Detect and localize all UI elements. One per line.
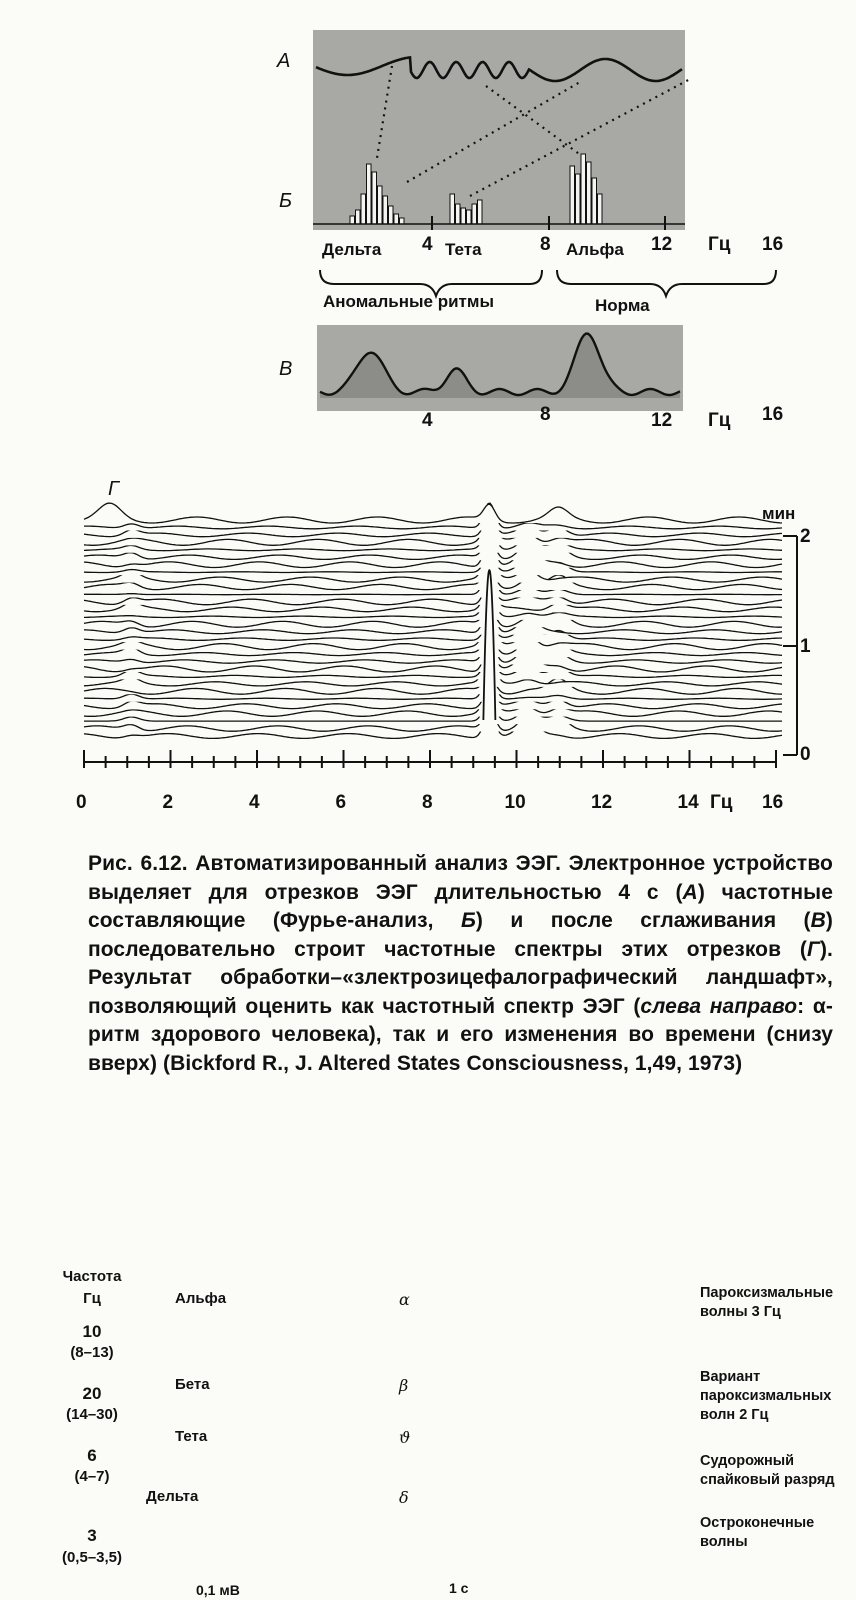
landscape-tick-label: 0 xyxy=(76,792,87,813)
alpha-range: (8–13) xyxy=(70,1344,114,1361)
abnormal-rhythms: Аномальные ритмы xyxy=(323,292,494,311)
fourier-bar xyxy=(456,204,461,224)
fourier-bar xyxy=(598,194,603,224)
caption-part: : α-ритм здорового человека), так и его изменения во времени (снизу вверх) (Bickford R., J. Altered States Consciousness, 1,49, 1973) xyxy=(88,994,833,1075)
caption-part: ) и после сглаживания ( xyxy=(475,909,811,932)
panel-a-label: А xyxy=(277,50,291,72)
scale-voltage: 0,1 мВ xyxy=(196,1582,240,1598)
caption-lead: Рис. 6.12. xyxy=(88,852,188,875)
normal-rhythms: Норма xyxy=(595,296,650,315)
alpha-name: Альфа xyxy=(175,1290,227,1307)
landscape-spectrum xyxy=(84,503,782,529)
label-paroxysmal-2hz: Вариант пароксизмальных волн 2 Гц xyxy=(700,1369,832,1423)
scale-time: 1 с xyxy=(449,1580,469,1596)
fourier-bar xyxy=(372,172,377,224)
v-tick-8: 8 xyxy=(540,404,551,425)
landscape-tick-label: 6 xyxy=(335,792,347,813)
unit-hz: Гц xyxy=(708,234,731,255)
fourier-bar xyxy=(581,154,586,224)
frequency-header: Частота Гц xyxy=(62,1268,122,1307)
fourier-bar xyxy=(361,194,366,224)
time-unit: мин xyxy=(762,504,796,523)
landscape-tick-label: 2 xyxy=(162,792,174,813)
caption-part: ) последовательно строит частотные спектры этих отрезков ( xyxy=(88,909,833,961)
fourier-bar xyxy=(383,196,388,224)
caption-part: ) частотные составляющие (Фурье-анализ, xyxy=(88,880,833,932)
fourier-bar xyxy=(592,178,597,224)
fourier-bar xyxy=(478,200,483,224)
delta-freq: 3 xyxy=(87,1526,97,1545)
v-unit-hz: Гц xyxy=(708,410,731,431)
fourier-bar xyxy=(356,210,361,224)
fourier-bar xyxy=(467,210,472,224)
theta-name: Тета xyxy=(175,1428,208,1445)
caption-ref-g: Г xyxy=(806,937,820,961)
fourier-bar xyxy=(472,204,477,224)
tick-8: 8 xyxy=(540,234,551,255)
fourier-bar xyxy=(378,186,383,224)
landscape-unit-hz: Гц xyxy=(710,792,733,813)
fourier-bar xyxy=(367,164,372,224)
caption-ref-v: В xyxy=(810,909,826,932)
landscape-fill xyxy=(84,639,782,664)
caption-ref-b: Б xyxy=(460,909,476,932)
landscape-tick-label: 14 xyxy=(677,792,699,813)
beta-freq: 20 xyxy=(82,1384,102,1403)
delta-name: Дельта xyxy=(146,1488,199,1505)
v-tick-16: 16 xyxy=(762,404,784,425)
caption-direction: слева направо xyxy=(640,994,798,1018)
band-theta: Тета xyxy=(445,240,482,259)
caption-part: Автоматизированный анализ ЭЭГ. Электронное устройство выделяет для отрезков ЭЭГ длительностью 4 с ( xyxy=(88,852,833,904)
v-tick-12: 12 xyxy=(651,410,673,431)
landscape-tick-label: 8 xyxy=(422,792,433,813)
fourier-bar xyxy=(576,174,581,224)
time-tick-0: 0 xyxy=(800,744,811,765)
caption-ref-a: А xyxy=(682,880,698,904)
label-sharp-waves: Остроконечные волны xyxy=(700,1515,815,1550)
beta-greek: β xyxy=(399,1376,409,1395)
fourier-bar xyxy=(570,166,575,224)
time-tick-1: 1 xyxy=(800,636,811,657)
landscape-tick-label: 12 xyxy=(591,792,613,813)
fourier-bar xyxy=(461,208,466,224)
normal-brace xyxy=(557,270,776,296)
tick-16: 16 xyxy=(762,234,784,255)
panel-b-label: Б xyxy=(279,190,293,212)
tick-4: 4 xyxy=(422,234,433,255)
alpha-greek: α xyxy=(399,1290,410,1309)
theta-greek: ϑ xyxy=(399,1428,411,1447)
landscape-spectrum xyxy=(84,639,782,663)
fourier-bar xyxy=(394,214,399,224)
landscape-tick-label: 4 xyxy=(249,792,260,813)
fourier-bar xyxy=(350,216,355,224)
panel-g-label: Г xyxy=(108,478,119,500)
delta-range: (0,5–3,5) xyxy=(61,1549,123,1566)
landscape-spectrum xyxy=(84,699,782,721)
landscape-x-axis xyxy=(84,750,776,768)
theta-range: (4–7) xyxy=(74,1468,110,1485)
beta-range: (14–30) xyxy=(66,1406,118,1423)
theta-freq: 6 xyxy=(87,1446,97,1465)
fourier-bar xyxy=(587,162,592,224)
time-tick-2: 2 xyxy=(800,526,811,547)
landscape-fill xyxy=(84,503,782,523)
alpha-freq: 10 xyxy=(82,1322,102,1341)
caption-part: ). Результат обработки–«злектрозицефалографический ландшафт», позволяющий оценить как частотный спектр ЭЭГ ( xyxy=(88,937,833,1018)
figure-caption xyxy=(88,850,833,1078)
fourier-bar xyxy=(450,194,455,224)
time-axis xyxy=(783,536,797,755)
band-delta: Дельта xyxy=(322,240,382,259)
label-spike-discharge: Судорожный спайковый разряд xyxy=(700,1453,835,1488)
band-alpha: Альфа xyxy=(566,240,624,259)
fourier-bar xyxy=(389,206,394,224)
beta-name: Бета xyxy=(175,1376,210,1393)
panel-v-label: В xyxy=(279,358,293,380)
tick-12: 12 xyxy=(651,234,673,255)
delta-greek: δ xyxy=(399,1488,409,1507)
fourier-bar xyxy=(400,218,405,224)
landscape-tick-label: 16 xyxy=(762,792,784,813)
v-tick-4: 4 xyxy=(422,410,433,431)
eeg-landscape xyxy=(84,503,782,739)
landscape-tick-label: 10 xyxy=(504,792,526,813)
label-paroxysmal-3hz: Пароксизмальные волны 3 Гц xyxy=(700,1285,834,1320)
